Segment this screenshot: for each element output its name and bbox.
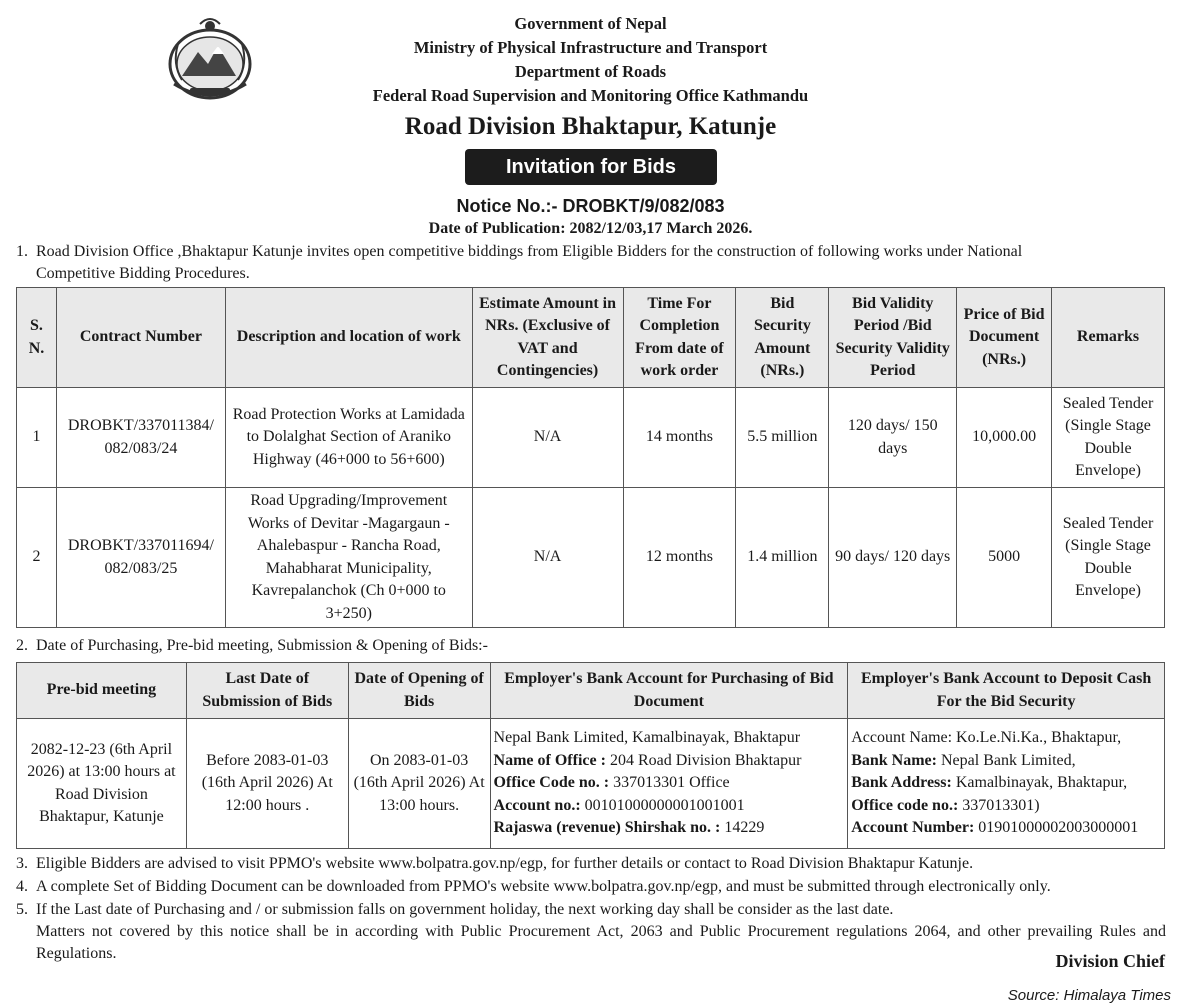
paragraph-3-text: Eligible Bidders are advised to visit PPMO's website www.bolpatra.gov.np/egp, for further details or contact to Road Division Bhaktapur Katunje. [36, 855, 974, 872]
paragraph-5-text: If the Last date of Purchasing and / or submission falls on government holiday, the next working day shall be consider as the last date. [36, 901, 894, 918]
division-office-title: Road Division Bhaktapur, Katunje [404, 113, 777, 140]
paragraph-2-text: Date of Purchasing, Pre-bid meeting, Submission & Opening of Bids:- [36, 637, 488, 654]
paragraph-5 [16, 899, 1166, 921]
paragraph-1-line-1: Road Division Office ,Bhaktapur Katunje invites open competitive biddings from Eligible Bidders for the construction of following works under National [36, 243, 1023, 260]
cell-sn: 1 [17, 388, 57, 488]
header-prebid: Pre-bid meeting [17, 663, 187, 719]
cell-time: 12 months [623, 488, 736, 628]
cell-sn: 2 [17, 488, 57, 628]
purchase-account-number: Account no.: 00101000000001001001 [493, 796, 745, 814]
table-header-row [17, 663, 1165, 719]
ministry-line: Ministry of Physical Infrastructure and Transport [413, 38, 768, 57]
cell-estimate: N/A [472, 488, 623, 628]
cell-validity: 120 days/ 150 days [829, 388, 957, 488]
cell-price: 5000 [957, 488, 1052, 628]
header-submission: Last Date of Submission of Bids [186, 663, 348, 719]
security-bank-name: Bank Name: Nepal Bank Limited, [851, 751, 1076, 769]
paragraph-1-line-2: Competitive Bidding Procedures. [36, 265, 250, 282]
paragraph-number: 2. [16, 637, 28, 654]
government-line: Government of Nepal [514, 14, 667, 33]
security-office-code: Office code no.: 337013301) [851, 796, 1040, 814]
cell-prebid: 2082-12-23 (6th April 2026) at 13:00 hours at Road Division Bhaktapur, Katunje [17, 719, 187, 849]
header-sn: S. N. [17, 288, 57, 388]
paragraph-6: Matters not covered by this notice shall be in according with Public Procurement Act, 2063 and Public Procurement regulations 2064, and other prevailing Rules and Regulations. [36, 923, 1166, 962]
table-row [17, 388, 1165, 488]
cell-contract-number: DROBKT/337011694/ 082/083/25 [56, 488, 225, 628]
paragraph-1 [16, 241, 1166, 285]
paragraph-number: 1. [16, 243, 28, 260]
header-bid-security: Bid Security Amount (NRs.) [736, 288, 829, 388]
department-line: Department of Roads [514, 62, 667, 81]
cell-price: 10,000.00 [957, 388, 1052, 488]
header-security-account: Employer's Bank Account to Deposit Cash For the Bid Security [848, 663, 1165, 719]
header-time: Time For Completion From date of work order [623, 288, 736, 388]
paragraph-number: 3. [16, 855, 28, 872]
cell-validity: 90 days/ 120 days [829, 488, 957, 628]
cell-contract-number: DROBKT/337011384/ 082/083/24 [56, 388, 225, 488]
purchase-office-code: Office Code no. : 337013301 Office [493, 774, 730, 792]
header-purchase-account: Employer's Bank Account for Purchasing of Bid Document [490, 663, 848, 719]
cell-description: Road Protection Works at Lamidada to Dolalghat Section of Araniko Highway (46+000 to 56+600) [225, 388, 472, 488]
cell-bid-security: 5.5 million [736, 388, 829, 488]
paragraph-number: 4. [16, 878, 28, 895]
paragraph-4-text: A complete Set of Bidding Document can be downloaded from PPMO's website www.bolpatra.gov.np/egp, and must be submitted through electronically only. [36, 878, 1051, 895]
cell-purchase-account [490, 719, 848, 849]
paragraph-3 [16, 853, 1166, 875]
header-opening: Date of Opening of Bids [348, 663, 490, 719]
works-table [16, 287, 1165, 628]
cell-remarks: Sealed Tender (Single Stage Double Envelope) [1052, 488, 1165, 628]
purchase-rajaswa: Rajaswa (revenue) Shirshak no. : 14229 [493, 819, 765, 837]
cell-description: Road Upgrading/Improvement Works of Devitar -Magargaun - Ahalebaspur - Rancha Road, Mahabharat Municipality, Kavrepalanchok (Ch 0+000 to 3+250) [225, 488, 472, 628]
header-estimate: Estimate Amount in NRs. (Exclusive of VAT and Contingencies) [472, 288, 623, 388]
paragraph-2 [16, 635, 1166, 657]
cell-remarks: Sealed Tender (Single Stage Double Envelope) [1052, 388, 1165, 488]
letterhead [0, 12, 1181, 144]
notice-number: Notice No.:- DROBKT/9/082/083 [456, 196, 725, 216]
header-description: Description and location of work [225, 288, 472, 388]
purchase-bank: Nepal Bank Limited, Kamalbinayak, Bhaktapur [493, 729, 801, 747]
table-row [17, 719, 1165, 849]
cell-bid-security: 1.4 million [736, 488, 829, 628]
header-validity: Bid Validity Period /Bid Security Validity Period [829, 288, 957, 388]
security-account-name: Account Name: Ko.Le.Ni.Ka., Bhaktapur, [851, 729, 1122, 747]
paragraph-number: 5. [16, 901, 28, 918]
publication-date: Date of Publication: 2082/12/03,17 March 2026. [428, 220, 753, 237]
cell-security-account [848, 719, 1165, 849]
cell-submission: Before 2083-01-03 (16th April 2026) At 12:00 hours . [186, 719, 348, 849]
signature-division-chief: Division Chief [1055, 951, 1165, 971]
invitation-title-banner: Invitation for Bids [465, 149, 717, 185]
federal-office-line: Federal Road Supervision and Monitoring Office Kathmandu [372, 86, 809, 105]
purchase-office: Name of Office : 204 Road Division Bhaktapur [493, 751, 802, 769]
header-contract-number: Contract Number [56, 288, 225, 388]
security-account-number: Account Number: 01901000002003000001 [851, 819, 1139, 837]
header-remarks: Remarks [1052, 288, 1165, 388]
header-price: Price of Bid Document (NRs.) [957, 288, 1052, 388]
security-bank-address: Bank Address: Kamalbinayak, Bhaktapur, [851, 774, 1128, 792]
source-credit: Source: Himalaya Times [1007, 987, 1171, 1004]
cell-time: 14 months [623, 388, 736, 488]
table-header-row [17, 288, 1165, 388]
dates-table [16, 662, 1165, 849]
paragraph-4 [16, 876, 1166, 898]
table-row [17, 488, 1165, 628]
cell-opening: On 2083-01-03 (16th April 2026) At 13:00 hours. [348, 719, 490, 849]
cell-estimate: N/A [472, 388, 623, 488]
